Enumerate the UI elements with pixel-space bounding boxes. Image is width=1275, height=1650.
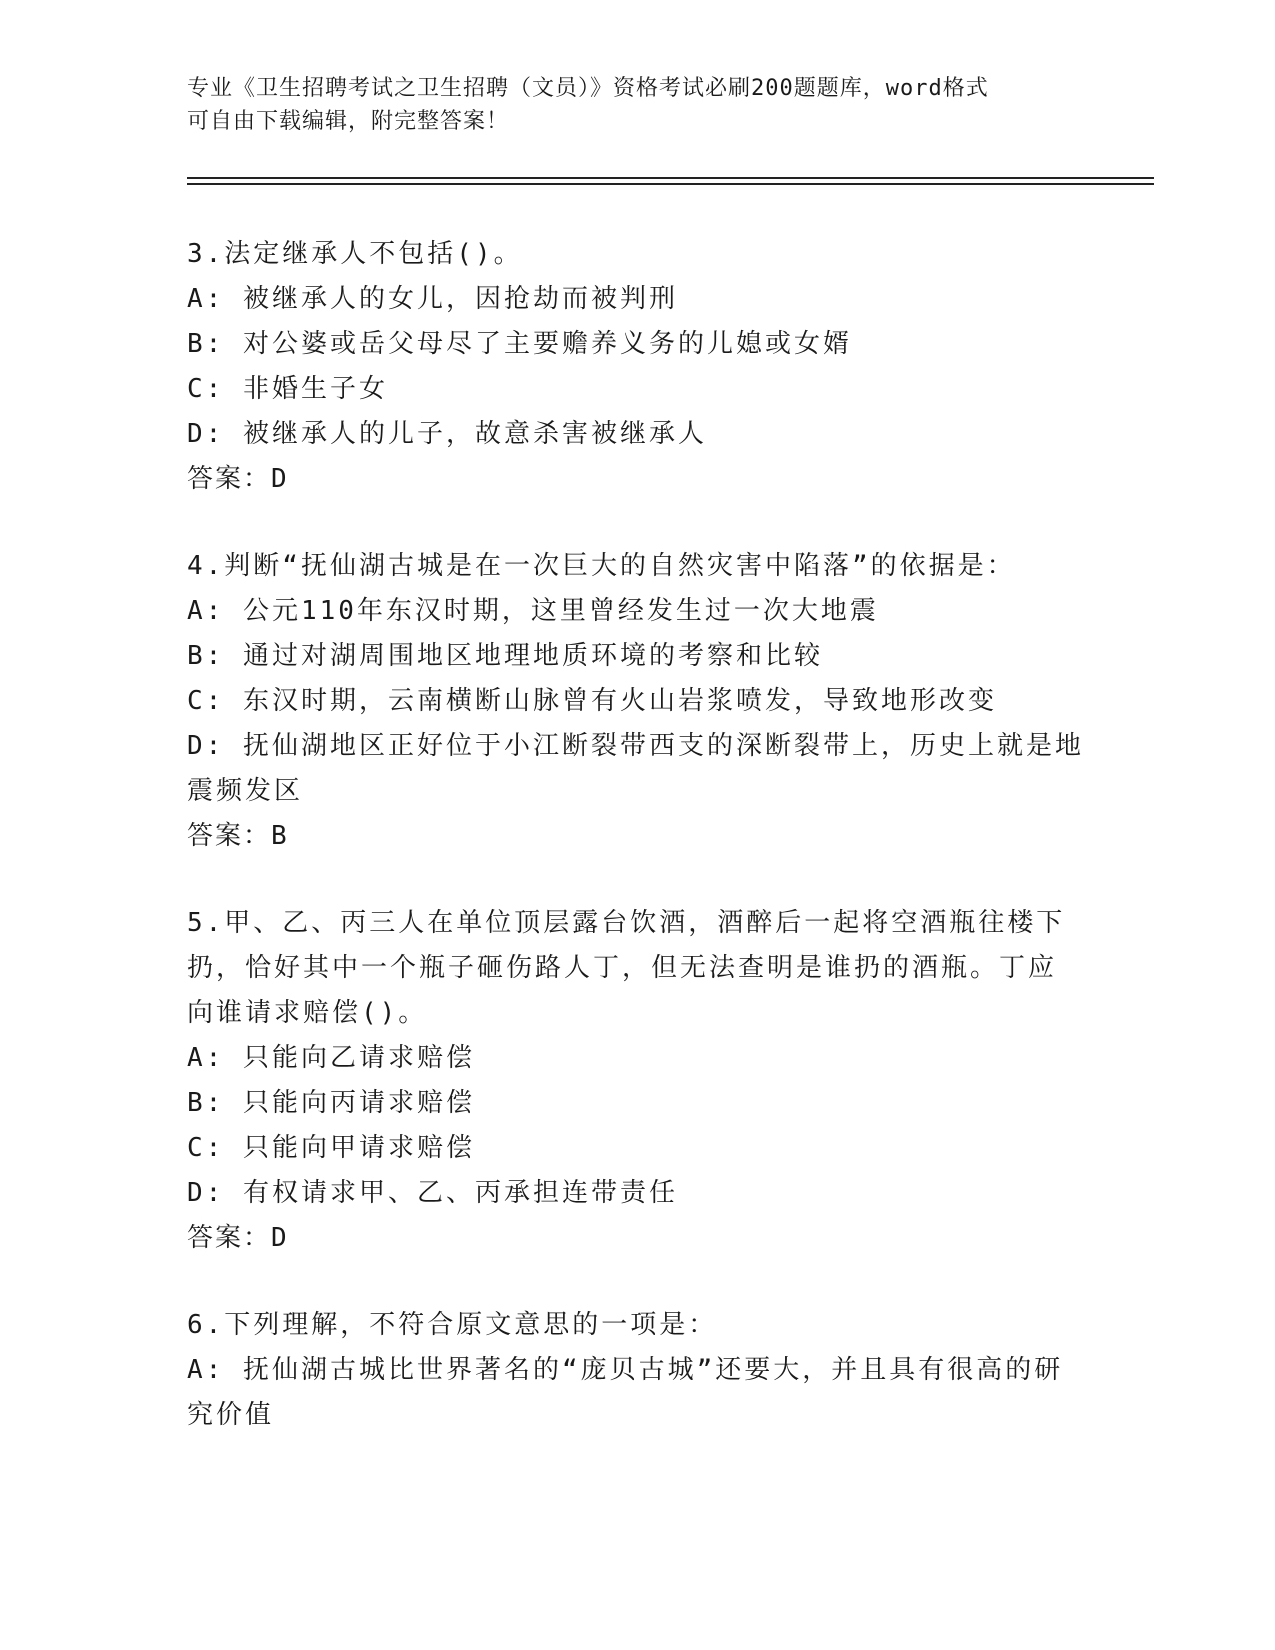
answer-key: 答案：B — [187, 821, 289, 851]
answer-option-line: A: 只能向乙请求赔偿 — [187, 1043, 475, 1073]
answer-option-line: A: 抚仙湖古城比世界著名的“庞贝古城”还要大，并且具有很高的研 — [187, 1355, 1064, 1385]
header-rule-top — [187, 177, 1154, 179]
answer-key: 答案：D — [187, 464, 289, 494]
question-block — [187, 544, 1087, 859]
answer-option-line: 究价值 — [187, 1400, 275, 1430]
question-stem-line: 3.法定继承人不包括()。 — [187, 239, 523, 269]
question-stem-line: 6.下列理解，不符合原文意思的一项是： — [187, 1310, 718, 1340]
header-rule-bottom — [187, 183, 1154, 185]
answer-option-line: 震频发区 — [187, 776, 304, 806]
header-line-2: 可自由下载编辑，附完整答案！ — [187, 109, 510, 134]
question-stem-line: 扔，恰好其中一个瓶子砸伤路人丁，但无法查明是谁扔的酒瓶。丁应 — [187, 953, 1058, 983]
answer-option-line: C: 只能向甲请求赔偿 — [187, 1133, 475, 1163]
answer-option-line: C: 非婚生子女 — [187, 374, 388, 404]
answer-option-line: D: 抚仙湖地区正好位于小江断裂带西支的深断裂带上，历史上就是地 — [187, 731, 1084, 761]
answer-option-line: C: 东汉时期，云南横断山脉曾有火山岩浆喷发，导致地形改变 — [187, 686, 997, 716]
question-list — [187, 232, 1087, 1480]
answer-option-line: B: 通过对湖周围地区地理地质环境的考察和比较 — [187, 641, 823, 671]
answer-option-line: B: 对公婆或岳父母尽了主要赡养义务的儿媳或女婿 — [187, 329, 852, 359]
question-stem-line: 5.甲、乙、丙三人在单位顶层露台饮酒，酒醉后一起将空酒瓶往楼下 — [187, 908, 1066, 938]
question-stem-line: 向谁请求赔偿()。 — [187, 998, 428, 1028]
question-stem-line: 4.判断“抚仙湖古城是在一次巨大的自然灾害中陷落”的依据是： — [187, 551, 1016, 581]
document-header — [187, 72, 1067, 138]
header-line-1: 专业《卫生招聘考试之卫生招聘（文员）》资格考试必刷200题题库，word格式 — [187, 76, 989, 101]
answer-option-line: D: 有权请求甲、乙、丙承担连带责任 — [187, 1178, 678, 1208]
answer-key: 答案：D — [187, 1223, 289, 1253]
question-block — [187, 232, 1087, 502]
answer-option-line: D: 被继承人的儿子，故意杀害被继承人 — [187, 419, 707, 449]
answer-option-line: A: 被继承人的女儿，因抢劫而被判刑 — [187, 284, 678, 314]
question-block — [187, 901, 1087, 1261]
answer-option-line: A: 公元110年东汉时期，这里曾经发生过一次大地震 — [187, 596, 879, 626]
question-block — [187, 1303, 1087, 1438]
answer-option-line: B: 只能向丙请求赔偿 — [187, 1088, 475, 1118]
